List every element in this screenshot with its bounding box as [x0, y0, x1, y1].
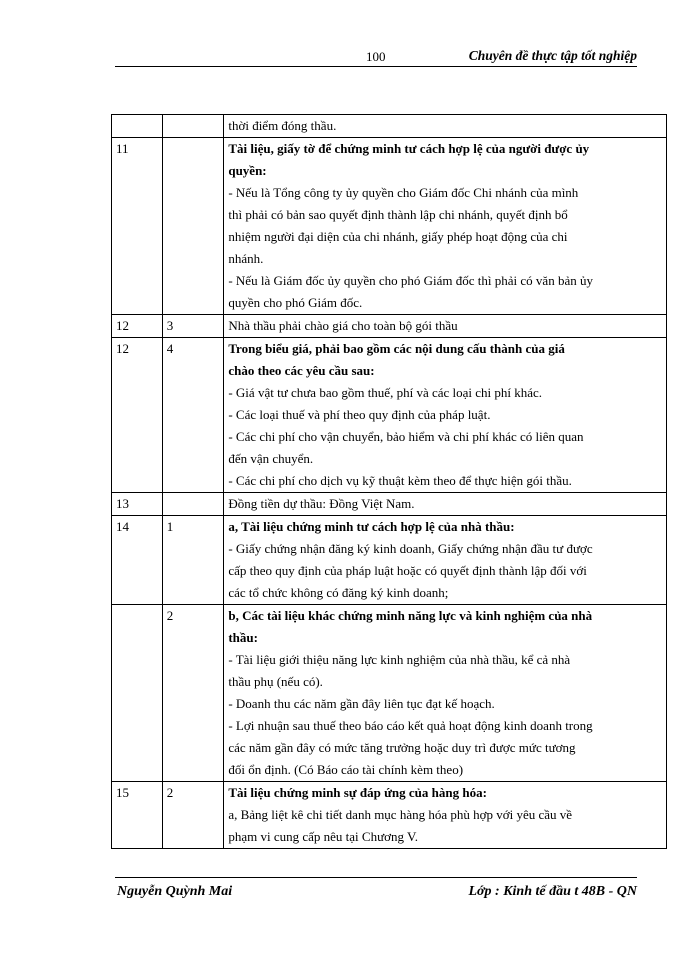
content-line: thì phải có bản sao quyết định thành lập chi nhánh, quyết định bổ [228, 207, 568, 222]
item-number-cell: 1 [162, 516, 224, 605]
header-title: Chuyên đề thực tập tốt nghiệp [468, 48, 637, 63]
page-header [115, 48, 637, 67]
content-line: - Nếu là Giám đốc ủy quyền cho phó Giám đốc thì phải có văn bản ủy [228, 273, 593, 288]
content-line: b, Các tài liệu khác chứng minh năng lực và kinh nghiệm của nhà [228, 608, 593, 623]
content-line: chào theo các yêu cầu sau: [228, 363, 375, 378]
footer-author: Nguyễn Quỳnh Mai [117, 884, 233, 899]
content-line: quyền: [228, 163, 267, 178]
content-cell [224, 493, 667, 516]
section-number-cell: 11 [112, 138, 163, 315]
content-line: - Giấy chứng nhận đăng ký kinh doanh, Giấy chứng nhận đầu tư được [228, 541, 593, 556]
content-line: - Doanh thu các năm gần đây liên tục đạt kế hoạch. [228, 696, 495, 711]
content-line: Tài liệu chứng minh sự đáp ứng của hàng hóa: [228, 785, 487, 800]
item-number-cell [162, 493, 224, 516]
item-number-cell [162, 138, 224, 315]
content-line: đến vận chuyển. [228, 451, 314, 466]
content-line: - Giá vật tư chưa bao gồm thuế, phí và các loại chi phí khác. [228, 385, 543, 400]
content-line: Trong biểu giá, phải bao gồm các nội dung cấu thành của giá [228, 341, 565, 356]
section-number-cell: 14 [112, 516, 163, 605]
item-number-cell: 4 [162, 338, 224, 493]
requirements-table [111, 114, 667, 849]
content-line: - Nếu là Tổng công ty ủy quyền cho Giám đốc Chi nhánh của mình [228, 185, 579, 200]
section-number-cell [112, 605, 163, 782]
section-number-cell: 15 [112, 782, 163, 849]
table-row [112, 516, 667, 605]
content-cell [224, 605, 667, 782]
content-line: thầu: [228, 630, 258, 645]
content-line: - Các chi phí cho vận chuyển, bảo hiểm và chi phí khác có liên quan [228, 429, 584, 444]
content-line: Đồng tiền dự thầu: Đồng Việt Nam. [228, 496, 415, 511]
page-footer [115, 877, 637, 908]
table-row [112, 115, 667, 138]
content-line: nhánh. [228, 251, 264, 266]
content-cell [224, 338, 667, 493]
content-line: Nhà thầu phải chào giá cho toàn bộ gói thầu [228, 318, 458, 333]
content-line: các tổ chức không có đăng ký kinh doanh; [228, 585, 449, 600]
table-row [112, 315, 667, 338]
footer-class: Lớp : Kinh tế đầu t 48B - QN [468, 884, 637, 899]
content-line: - Lợi nhuận sau thuế theo báo cáo kết quả hoạt động kinh doanh trong [228, 718, 593, 733]
table-row [112, 605, 667, 782]
content-line: đối ổn định. (Có Báo cáo tài chính kèm theo) [228, 762, 464, 777]
item-number-cell [162, 115, 224, 138]
content-line: a, Tài liệu chứng minh tư cách hợp lệ của nhà thầu: [228, 519, 515, 534]
content-cell [224, 315, 667, 338]
section-number-cell: 13 [112, 493, 163, 516]
content-line: cấp theo quy định của pháp luật hoặc có quyết định thành lập đối với [228, 563, 587, 578]
item-number-cell: 2 [162, 782, 224, 849]
content-cell [224, 516, 667, 605]
content-line: a, Bảng liệt kê chi tiết danh mục hàng hóa phù hợp với yêu cầu về [228, 807, 573, 822]
content-line: - Các chi phí cho dịch vụ kỹ thuật kèm theo để thực hiện gói thầu. [228, 473, 572, 488]
table-row [112, 493, 667, 516]
content-line: Tài liệu, giấy tờ để chứng minh tư cách hợp lệ của người được ủy [228, 141, 590, 156]
content-line: quyền cho phó Giám đốc. [228, 295, 363, 310]
content-line: thầu phụ (nếu có). [228, 674, 323, 689]
section-number-cell: 12 [112, 338, 163, 493]
item-number-cell: 2 [162, 605, 224, 782]
content-line: các năm gần đây có mức tăng trưởng hoặc duy trì được mức tương [228, 740, 576, 755]
content-line: nhiệm người đại diện của chi nhánh, giấy phép hoạt động của chi [228, 229, 568, 244]
content-line: thời điểm đóng thầu. [228, 118, 337, 133]
content-line: - Các loại thuế và phí theo quy định của pháp luật. [228, 407, 491, 422]
content-line: phạm vi cung cấp nêu tại Chương V. [228, 829, 418, 844]
content-cell [224, 782, 667, 849]
table-row [112, 338, 667, 493]
section-number-cell [112, 115, 163, 138]
content-cell [224, 115, 667, 138]
section-number-cell: 12 [112, 315, 163, 338]
content-line: - Tài liệu giới thiệu năng lực kinh nghiệm của nhà thầu, kể cả nhà [228, 652, 571, 667]
table-row [112, 782, 667, 849]
item-number-cell: 3 [162, 315, 224, 338]
page-number: 100 [366, 49, 386, 64]
content-cell [224, 138, 667, 315]
table-row [112, 138, 667, 315]
